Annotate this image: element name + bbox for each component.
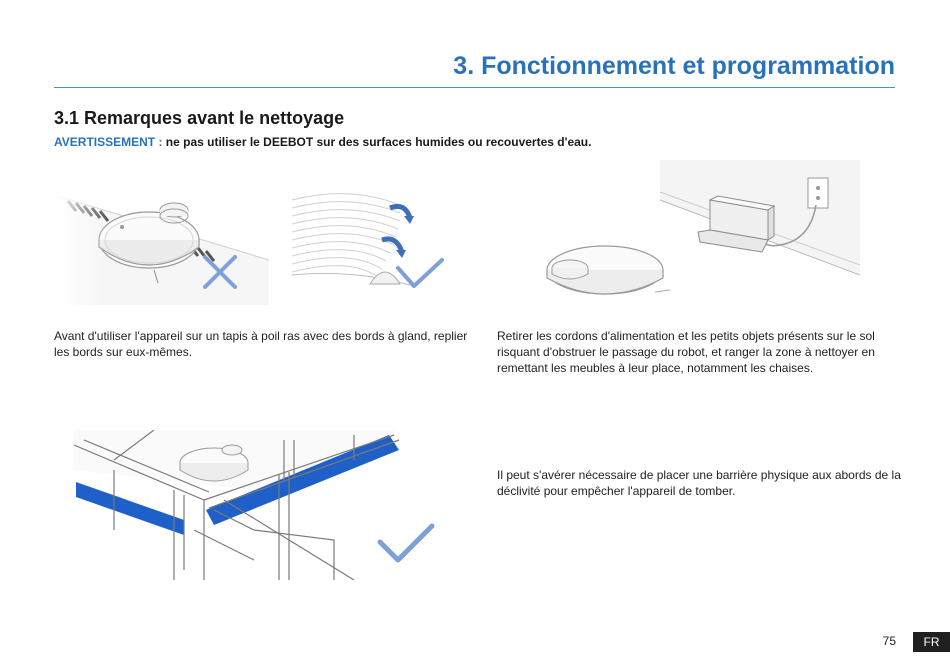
stairs-barrier-illustration [54,430,444,580]
stairs-caption: Il peut s'avérer nécessaire de placer une barrière physique aux abords de la déclivité pour empêcher l'appareil de tomber. [497,468,901,498]
check-icon [380,526,432,560]
carpet-caption: Avant d'utiliser l'appareil sur un tapis à poil ras avec des bords à gland, replier les bords sur eux-mêmes. [54,329,468,359]
language-badge: FR [913,632,950,652]
carpet-folded-illustration [290,180,460,305]
check-icon [398,260,442,286]
title-divider [54,87,895,88]
chapter-title: 3. Fonctionnement et programmation [453,52,895,80]
dock-station-illustration [540,160,860,310]
carpet-wrong-illustration [54,165,269,305]
section-title: 3.1 Remarques avant le nettoyage [54,108,345,128]
warning-text: ne pas utiliser le DEEBOT sur des surfaces humides ou recouvertes d'eau. [162,135,592,149]
warning-label: AVERTISSEMENT : [54,135,163,149]
warning-line [54,135,591,149]
cords-caption: Retirer les cordons d'alimentation et les petits objets présents sur le sol risquant d'obstruer le passage du robot, et ranger la zone à nettoyer en remettant les meubles à leur place, notamment les chaises. [497,329,875,375]
page-number: 75 [882,634,896,648]
